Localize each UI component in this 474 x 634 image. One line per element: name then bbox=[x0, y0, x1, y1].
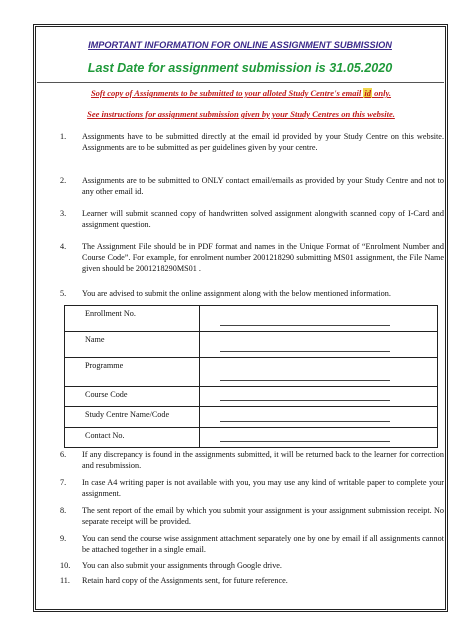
field-label: Contact No. bbox=[65, 428, 200, 448]
divider bbox=[37, 82, 444, 83]
learner-info-table bbox=[64, 305, 438, 448]
table-row bbox=[65, 358, 438, 387]
table-row bbox=[65, 387, 438, 407]
instructions-notice: See instructions for assignment submission given by your Study Centres on this website. bbox=[87, 109, 395, 119]
field-blank bbox=[200, 332, 438, 358]
soft-copy-notice: Soft copy of Assignments to be submitted to your alloted Study Centre's email id only. bbox=[90, 88, 392, 98]
field-label: Programme bbox=[65, 358, 200, 387]
field-blank bbox=[200, 407, 438, 428]
field-blank bbox=[200, 358, 438, 387]
important-info-heading: IMPORTANT INFORMATION FOR ONLINE ASSIGNMENT SUBMISSION bbox=[88, 40, 392, 50]
table-row bbox=[65, 332, 438, 358]
field-label: Name bbox=[65, 332, 200, 358]
last-date-heading: Last Date for assignment submission is 31.05.2020 bbox=[87, 61, 393, 75]
field-blank bbox=[200, 428, 438, 448]
table-row bbox=[65, 428, 438, 448]
table-row bbox=[65, 407, 438, 428]
field-label: Study Centre Name/Code bbox=[65, 407, 200, 428]
highlighted-text: id bbox=[364, 88, 371, 98]
field-label: Enrollment No. bbox=[65, 306, 200, 332]
table-row bbox=[65, 306, 438, 332]
field-blank bbox=[200, 306, 438, 332]
field-label: Course Code bbox=[65, 387, 200, 407]
field-blank bbox=[200, 387, 438, 407]
